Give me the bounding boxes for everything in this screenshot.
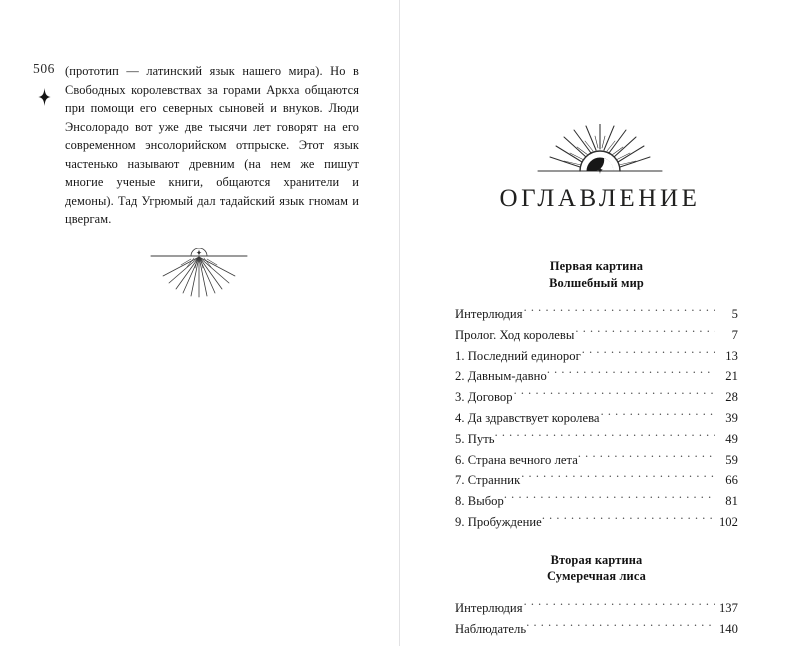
toc-entry[interactable] xyxy=(455,491,738,512)
right-page xyxy=(400,0,800,646)
page-number: 506 xyxy=(32,61,56,76)
toc-entry-page: 21 xyxy=(725,369,738,384)
toc-entry-list xyxy=(455,598,738,640)
toc-section xyxy=(455,258,738,533)
toc-entry-label: 7. Странник xyxy=(455,473,521,488)
toc-leader-dots xyxy=(526,620,715,633)
toc-entry-label: Интерлюдия xyxy=(455,307,523,321)
toc-leader-dots xyxy=(514,389,715,402)
toc-entry-page: 28 xyxy=(725,390,738,405)
folio-block xyxy=(26,62,62,106)
toc-entry[interactable] xyxy=(455,366,738,387)
toc-section-heading-line1: Первая картина xyxy=(549,259,644,273)
toc-leader-dots xyxy=(521,472,715,485)
toc-leader-dots xyxy=(601,409,715,422)
toc-section-heading-line2: Сумеречная лиса xyxy=(546,569,646,584)
toc-leader-dots xyxy=(524,599,715,612)
toc-entry-label: 8. Выбор xyxy=(455,494,504,509)
toc-entry-label: 4. Да здравствует королева xyxy=(455,410,600,425)
toc-section-heading-line2: Волшебный мир xyxy=(549,275,644,290)
toc-entry-page: 39 xyxy=(725,410,738,425)
toc-entry[interactable] xyxy=(455,408,738,429)
table-of-contents xyxy=(455,258,738,639)
toc-entry-label: Пролог. Ход королевы xyxy=(455,327,575,342)
toc-entry[interactable] xyxy=(455,304,738,325)
toc-leader-dots xyxy=(578,451,715,464)
toc-entry[interactable] xyxy=(455,598,738,619)
toc-entry[interactable] xyxy=(455,346,738,367)
toc-entry-label: Интерлюдия xyxy=(455,600,523,615)
toc-leader-dots xyxy=(495,430,715,443)
toc-entry-page: 81 xyxy=(725,494,738,509)
page-title: ОГЛАВЛЕНИЕ xyxy=(499,185,701,212)
toc-entry-label: 9. Пробуждение xyxy=(455,514,542,529)
toc-entry-page: 66 xyxy=(725,473,738,488)
toc-entry-page: 7 xyxy=(731,327,738,342)
toc-leader-dots xyxy=(547,368,715,381)
left-page xyxy=(0,0,399,646)
section-spacer xyxy=(455,533,738,552)
toc-entry[interactable] xyxy=(455,387,738,408)
toc-entry[interactable] xyxy=(455,325,738,346)
toc-entry[interactable] xyxy=(455,450,738,471)
toc-entry-label: 5. Путь xyxy=(455,431,495,446)
toc-leader-dots xyxy=(582,347,715,360)
toc-section-heading-line1: Вторая картина xyxy=(550,552,643,567)
toc-entry-page: 49 xyxy=(725,431,738,446)
toc-entry-page: 59 xyxy=(725,452,738,467)
toc-section-heading xyxy=(455,258,738,291)
toc-entry-label: 3. Договор xyxy=(455,390,513,405)
toc-entry[interactable] xyxy=(455,512,738,533)
toc-entry-label: 6. Страна вечного лета xyxy=(455,452,578,467)
toc-section xyxy=(455,552,738,640)
toc-leader-dots xyxy=(542,513,715,526)
toc-entry[interactable] xyxy=(455,619,738,640)
toc-entry-page: 140 xyxy=(718,621,738,636)
toc-section-heading xyxy=(455,552,738,585)
toc-entry-label: 2. Давным-давно xyxy=(455,369,547,384)
toc-entry-list xyxy=(455,304,738,533)
toc-leader-dots xyxy=(575,326,715,339)
four-point-star-icon xyxy=(26,88,62,106)
toc-entry-label: 1. Последний единорог xyxy=(455,348,581,363)
toc-leader-dots xyxy=(524,305,715,318)
toc-entry-label: Наблюдатель xyxy=(455,621,527,636)
toc-entry-page: 137 xyxy=(718,600,738,615)
rising-sun-crescent-ornament-icon xyxy=(516,124,684,180)
body-paragraph: (прототип — латинский язык нашего мира). Но в Свободных королевствах за горами Аркха общаются при помощи его северных сыновей и внуков. Люди Энсолорадо вот уже две тысячи лет говорят на его современном энсолорийском отпрыске. Этот язык частенько называют древним (на нем же пишут многие ученые книги, общаются хранители и демоны). Тад Угрюмый дал тадайский язык гномам и цвергам. xyxy=(65,64,359,226)
toc-entry-page: 5 xyxy=(731,307,738,321)
toc-entry[interactable] xyxy=(455,470,738,491)
toc-entry-page: 102 xyxy=(718,514,738,529)
inverted-sunburst-ornament-icon xyxy=(149,248,249,298)
toc-leader-dots xyxy=(504,493,715,506)
toc-entry[interactable] xyxy=(455,429,738,450)
toc-entry-page: 13 xyxy=(725,348,738,363)
